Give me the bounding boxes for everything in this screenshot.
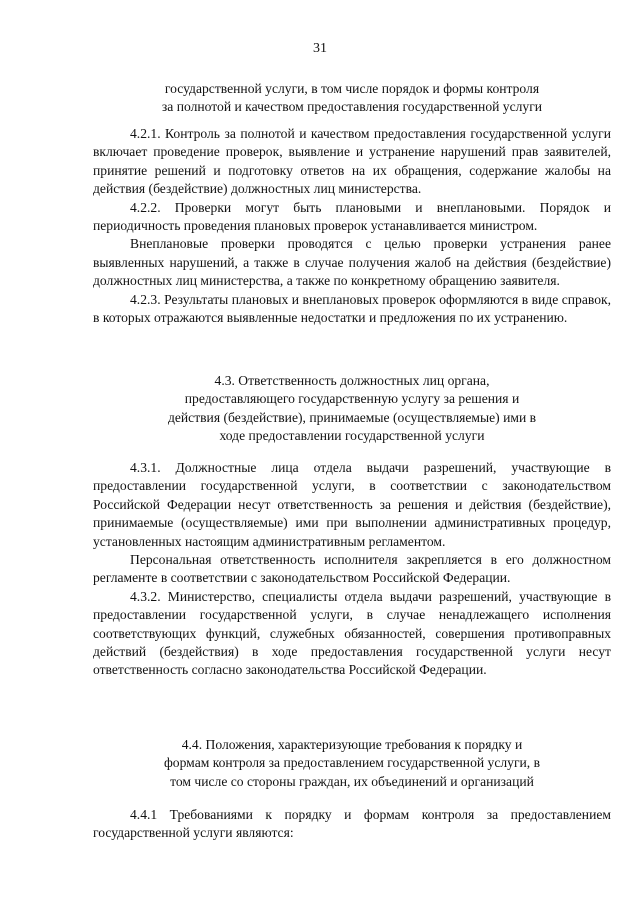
paragraph-4-3-1: 4.3.1. Должностные лица отдела выдачи разрешений, участвующие в предоставлении государственной услуги, в соответствии с законодательством Российской Федерации несут ответственность за решения и действия (бездействие), принимаемые (осуществляемые) ими при выполнении административных процедур, установленных настоящим административным регламентом. [93,460,611,549]
section-heading-line: формам контроля за предоставлением государственной услуги, в [163,755,541,771]
paragraph-4-2-3: 4.2.3. Результаты плановых и внеплановых проверок оформляются в виде справок, в которых отражаются выявленные недостатки и предложения по их устранению. [93,291,611,326]
paragraph-4-2-2: 4.2.2. Проверки могут быть плановыми и внеплановыми. Порядок и периодичность проведения плановых проверок устанавливается министром. [93,199,611,234]
paragraph-4-4-1: 4.4.1 Требованиями к порядку и формам контроля за предоставлением государственной услуги являются: [93,807,611,841]
paragraph-4-2-1: 4.2.1. Контроль за полнотой и качеством предоставления государственной услуги включает проведение проверок, выявление и устранение нарушений прав заявителей, принятие решений и подготовку ответов на их обращения, содержание жалобы на действия (бездействие) должностных лиц министерства. [93,126,611,197]
section-heading-line: действия (бездействие), принимаемые (осуществляемые) ими в [167,409,537,425]
section-heading-line: предоставляющего государственную услугу за решения и [184,391,520,407]
section-4-4-body [93,806,611,843]
section-heading-line: том числе со стороны граждан, их объединений и организаций [170,773,534,789]
section-heading-line: 4.3. Ответственность должностных лиц органа, [214,373,490,388]
page-number: 31 [313,41,327,56]
section-heading-line: 4.4. Положения, характеризующие требования к порядку и [181,737,523,752]
section-heading-line: ходе предоставлении государственной услуги [219,428,485,444]
paragraph-4-3-2: 4.3.2. Министерство, специалисты отдела выдачи разрешений, участвующие в предоставлении государственной услуги, в случае ненадлежащего исполнения соответствующих функций, служебных обязанностей, совершения противоправных действий (бездействия) в ходе предоставления государственной услуги несут ответственность согласно законодательства Российской Федерации. [93,588,611,678]
section-4-2-body [93,125,611,327]
intro-heading-line: государственной услуги, в том числе порядок и формы контроля [164,81,540,96]
intro-heading [93,80,611,117]
paragraph-unscheduled-checks: Внеплановые проверки проводятся с целью проверки устранения ранее выявленных нарушений, а также в случае получения жалоб на действия (бездействие) должностных лиц министерства, а также по конкретному обращению заявителя. [93,236,611,289]
section-4-3-heading [93,372,611,446]
section-4-3-body [93,459,611,680]
intro-heading-line: за полнотой и качеством предоставления государственной услуги [161,99,543,115]
paragraph-personal-responsibility: Персональная ответственность исполнителя закрепляется в его должностном регламенте в соответствии с законодательством Российской Федерации. [93,552,611,586]
section-4-4-heading [93,736,611,791]
